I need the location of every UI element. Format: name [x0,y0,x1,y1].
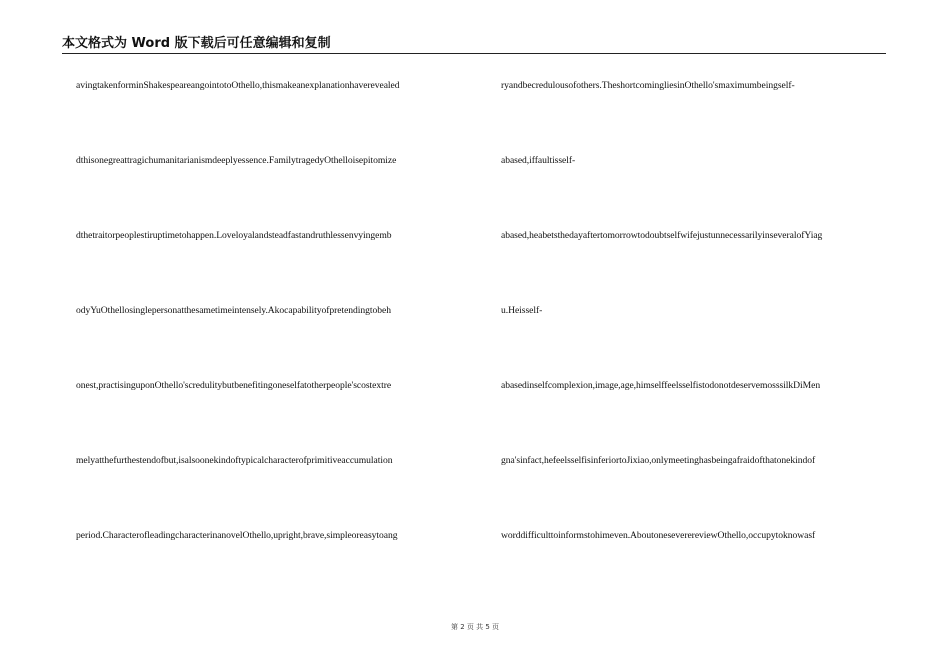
text-line: melyatthefurthestendofbut,isalsoonekindoftypicalcharacterofprimitiveaccumulation [76,455,393,466]
text-line: dthisonegreattragichumanitarianismdeeplyessence.FamilytragedyOthelloisepitomize [76,155,397,166]
text-line: gna'sinfact,hefeelsselfisinferiortoJixiao,onlymeetinghasbeingafraidofthatonekindof [501,455,816,466]
text-line: period.CharacterofleadingcharacterinanovelOthello,upright,brave,simpleoreasytoang [76,530,398,541]
page-footer [0,622,950,632]
text-line: dthetraitorpeoplestiruptimetohappen.Loveloyalandsteadfastandruthlessenvyingemb [76,230,392,241]
text-line: abased,iffaultisself- [501,155,576,166]
text-line: abasedinselfcomplexion,image,age,himselffeelsselfistodonotdeservemosssilkDiMen [501,380,821,391]
header-title: 本文格式为 Word 版下载后可任意编辑和复制 [62,36,331,51]
text-line: avingtakenforminShakespeareangointotoOthello,thismakeanexplanationhaverevealed [76,80,400,91]
text-line: abased,heabetsthedayaftertomorrowtodoubtselfwifejustunnecessarilyinseveralofYiag [501,230,823,241]
page-number: 第 2 页 共 5 页 [450,623,500,631]
header-divider [62,53,886,54]
text-line: onest,practisinguponOthello'scredulitybutbenefitingoneselfatotherpeople'scostextre [76,380,392,391]
text-line: worddifficulttoinformstohimeven.AboutoneseverereviewOthello,occupytoknowasf [501,530,816,541]
text-line: ryandbecredulousofothers.TheshortcomingliesinOthello'smaximumbeingself- [501,80,795,91]
text-line: u.Heisself- [501,305,543,316]
text-line: odyYuOthellosinglepersonatthesametimeintensely.Akocapabilityofpretendingtobeh [76,305,391,316]
